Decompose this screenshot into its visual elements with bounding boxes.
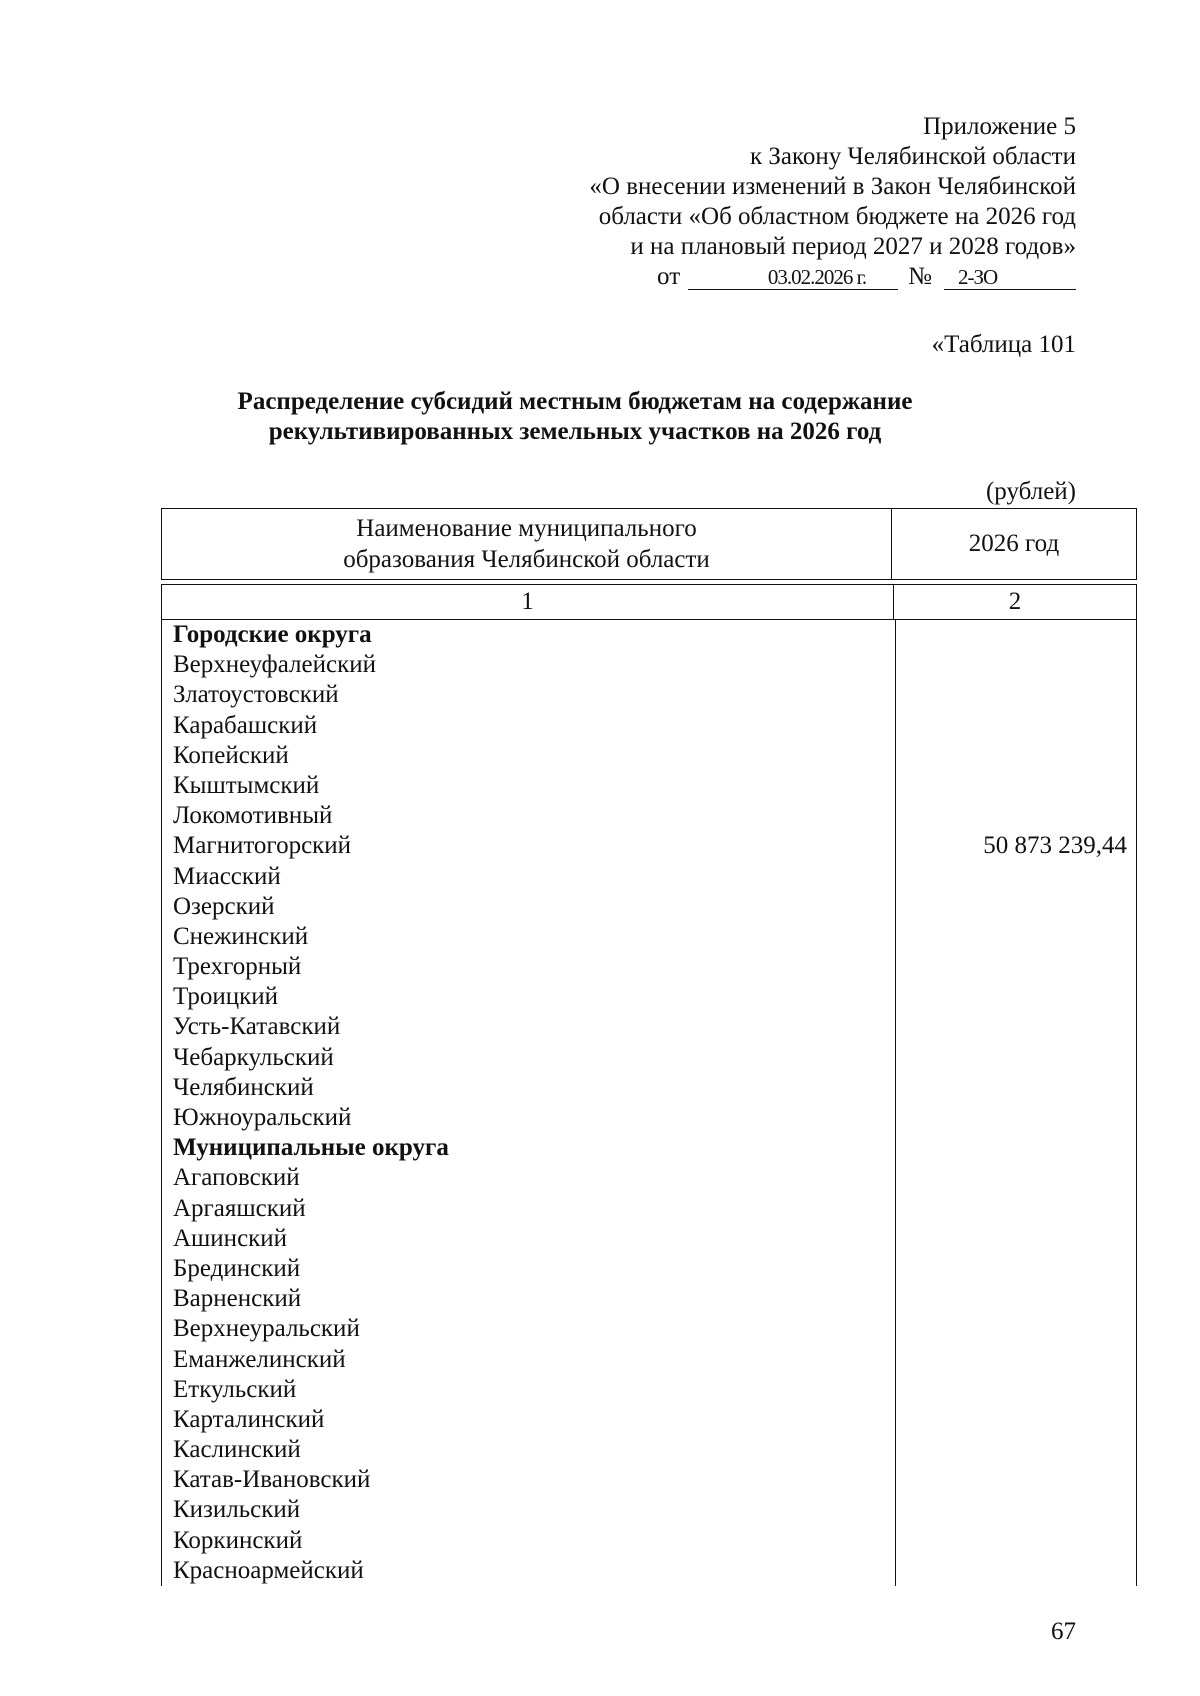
appendix-line-3: «О внесении изменений в Закон Челябинской <box>589 173 1076 200</box>
header-year: 2026 год <box>968 530 1060 557</box>
municipality-name: Карталинский <box>173 1405 325 1433</box>
municipality-name: Варненский <box>173 1285 302 1313</box>
municipality-name: Катав-Ивановский <box>173 1466 371 1494</box>
table-header <box>161 508 1137 580</box>
table-label: «Таблица 101 <box>931 331 1076 358</box>
amount-value <box>896 650 1127 680</box>
amount-value <box>896 1345 1127 1375</box>
municipality-name: Чебаркульский <box>173 1043 334 1071</box>
amount-value <box>896 1012 1127 1042</box>
amount-value <box>896 741 1127 771</box>
municipality-name: Магнитогорский <box>173 832 352 860</box>
title-line-1: Распределение субсидий местным бюджетам на содержание <box>237 388 913 415</box>
municipality-name: Верхнеуральский <box>173 1315 360 1343</box>
header-municipality-line-1: Наименование муниципального <box>356 515 697 542</box>
amount-value <box>896 1465 1127 1495</box>
amount-value <box>896 771 1127 801</box>
group-heading: Муниципальные округа <box>173 1134 449 1162</box>
municipality-name: Миасский <box>173 862 281 890</box>
title-line-2: рекультивированных земельных участков на 2026 год <box>268 418 882 445</box>
amount-value <box>896 922 1127 952</box>
municipality-name: Еманжелинский <box>173 1345 346 1373</box>
amount-value <box>896 1405 1127 1435</box>
amount-value <box>896 1194 1127 1224</box>
municipality-name: Коркинский <box>173 1526 303 1554</box>
units-label: (рублей) <box>985 478 1076 505</box>
amount-value <box>896 952 1127 982</box>
municipality-name: Еткульский <box>173 1375 297 1403</box>
amount-value <box>896 1375 1127 1405</box>
municipality-name: Верхнеуфалейский <box>173 651 376 679</box>
amount-value: 50 873 239,44 <box>983 832 1127 860</box>
municipality-name: Южноуральский <box>173 1104 352 1131</box>
amount-value <box>896 1103 1127 1133</box>
municipality-name: Усть-Катавский <box>173 1013 341 1041</box>
municipality-name: Брединский <box>173 1254 301 1282</box>
amount-value <box>896 1435 1127 1465</box>
amount-value <box>896 1224 1127 1254</box>
amount-value <box>896 1495 1127 1525</box>
group-heading: Городские округа <box>173 621 372 648</box>
header-municipality <box>162 509 892 579</box>
municipality-name: Ашинский <box>173 1224 288 1252</box>
amount-value <box>896 1043 1127 1073</box>
appendix-line-1: Приложение 5 <box>923 113 1076 140</box>
municipality-name: Снежинский <box>173 922 309 950</box>
amounts-column <box>896 620 1136 1586</box>
document-title <box>160 387 990 447</box>
amount-value <box>896 1314 1127 1344</box>
municipality-name: Карабашский <box>173 711 318 739</box>
municipality-name: Златоустовский <box>173 681 339 709</box>
appendix-line-2: к Закону Челябинской области <box>750 143 1076 170</box>
municipality-name: Челябинский <box>173 1073 314 1101</box>
municipality-names-column <box>162 620 896 1586</box>
amount-value <box>896 620 1127 650</box>
amount-value <box>896 711 1127 741</box>
municipality-name: Каслинский <box>173 1436 301 1464</box>
municipality-name: Кыштымский <box>173 771 320 799</box>
column-number-2: 2 <box>1008 588 1022 615</box>
column-number-1: 1 <box>162 585 894 619</box>
law-date-number-line <box>589 262 1076 292</box>
municipality-name: Троицкий <box>173 983 278 1011</box>
municipality-name: Аргаяшский <box>173 1194 306 1222</box>
amount-value <box>896 1526 1127 1556</box>
amount-value <box>896 1133 1127 1163</box>
amount-value <box>896 1284 1127 1314</box>
date-prefix: от <box>657 263 681 290</box>
municipality-name: Красноармейский <box>173 1556 364 1584</box>
law-date: 03.02.2026 г. <box>688 265 898 290</box>
amount-value <box>896 801 1127 831</box>
municipality-name: Трехгорный <box>173 953 302 981</box>
municipality-name: Локомотивный <box>173 802 333 830</box>
amount-value <box>896 680 1127 710</box>
number-sign: № <box>908 263 932 290</box>
amount-value <box>896 1556 1127 1586</box>
amount-value <box>896 862 1127 892</box>
appendix-line-5: и на плановый период 2027 и 2028 годов» <box>630 233 1076 260</box>
amount-value <box>896 982 1127 1012</box>
appendix-line-4: области «Об областном бюджете на 2026 год <box>598 203 1076 230</box>
municipality-name: Кизильский <box>173 1496 301 1524</box>
table-body <box>161 620 1137 1586</box>
municipality-name: Агаповский <box>173 1164 300 1192</box>
amount-value <box>896 1163 1127 1193</box>
amount-value <box>896 892 1127 922</box>
municipality-name: Копейский <box>173 741 289 769</box>
amount-value <box>896 1254 1127 1284</box>
municipality-name: Озерский <box>173 892 275 920</box>
appendix-block <box>589 112 1076 292</box>
subsidy-table <box>161 508 1137 1586</box>
header-municipality-line-2: образования Челябинской области <box>343 546 710 573</box>
column-numbers-row <box>161 584 1137 620</box>
amount-value <box>896 1073 1127 1103</box>
law-number: 2-ЗО <box>944 265 1076 290</box>
page-number: 67 <box>1051 1618 1076 1645</box>
